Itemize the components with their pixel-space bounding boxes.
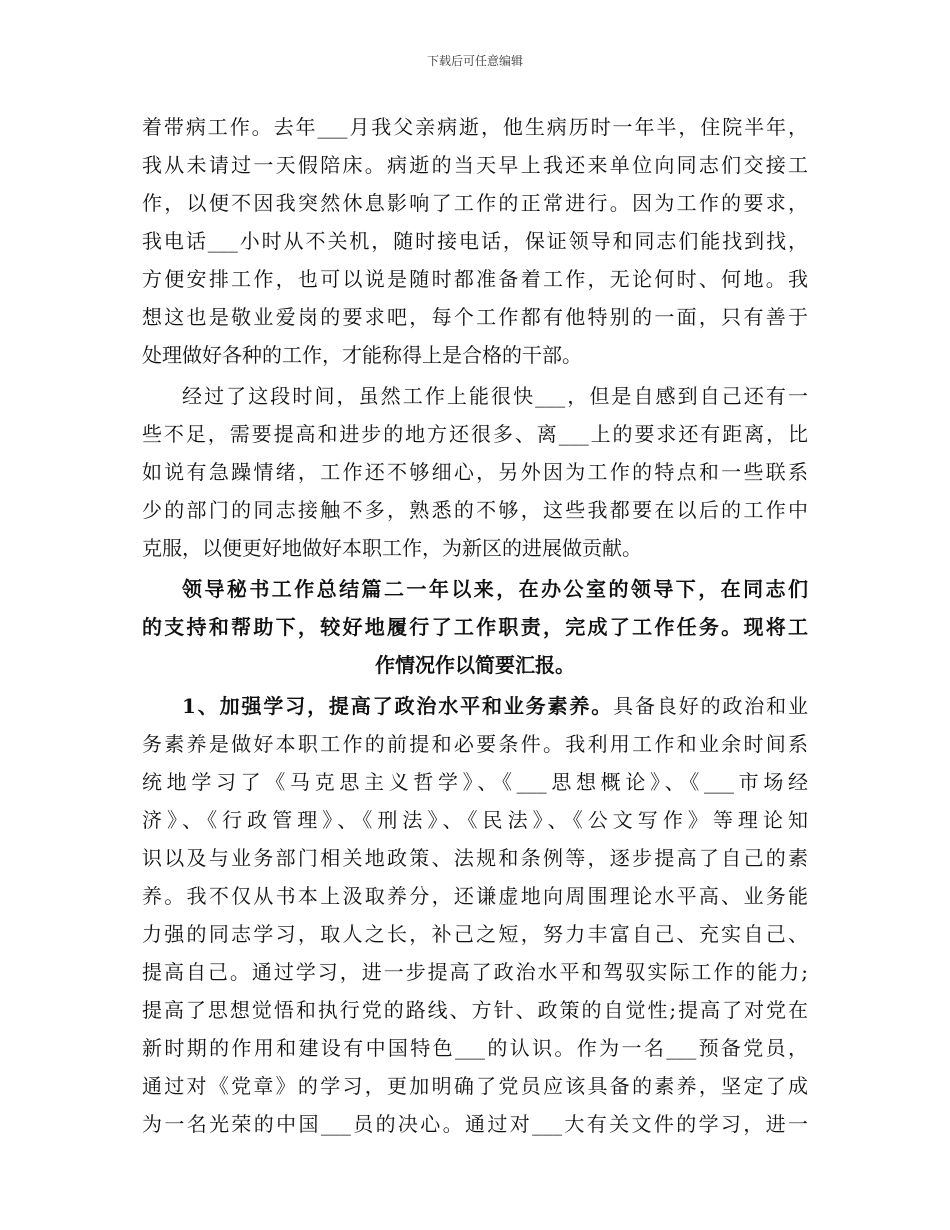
text-line: 为一名光荣的中国___员的决心。通过对___大有关文件的学习，进一 — [142, 1112, 808, 1136]
heading-line: 的支持和帮助下，较好地履行了工作职责，完成了工作任务。现将工 — [142, 615, 808, 639]
text-line: 作，以便不因我突然休息影响了工作的正常进行。因为工作的要求， — [142, 191, 808, 215]
text-line: 识以及与业务部门相关地政策、法规和条例等，逐步提高了自己的素 — [142, 846, 808, 870]
paragraph-1 — [142, 108, 808, 374]
item-heading: 1、加强学习，提高了政治水平和业务素养。 — [182, 694, 614, 718]
text-line: 处理做好各种的工作，才能称得上是合格的干部。 — [142, 343, 582, 367]
text-line: 着带病工作。去年___月我父亲病逝，他生病历时一年半，住院半年， — [142, 115, 808, 139]
document-body — [142, 108, 808, 1143]
text-line: 如说有急躁情绪，工作还不够细心，另外因为工作的特点和一些联系 — [142, 460, 808, 484]
text-line: 些不足，需要提高和进步的地方还很多、离___上的要求还有距离，比 — [142, 422, 808, 446]
text-line: 通过对《党章》的学习，更加明确了党员应该具备的素养，坚定了成 — [142, 1074, 808, 1098]
item-text: 具备良好的政治和业 — [613, 694, 808, 718]
text-line: 务素养是做好本职工作的前提和必要条件。我利用工作和业余时间系 — [142, 732, 808, 756]
heading-line: 领导秘书工作总结篇二一年以来，在办公室的领导下，在同志们 — [182, 577, 808, 601]
text-line: 少的部门的同志接触不多，熟悉的不够，这些我都要在以后的工作中 — [142, 498, 808, 522]
text-line: 经过了这段时间，虽然工作上能很快___，但是自感到自己还有一 — [182, 384, 808, 408]
text-line: 我从未请过一天假陪床。病逝的当天早上我还来单位向同志们交接工 — [142, 153, 808, 177]
text-line: 新时期的作用和建设有中国特色___的认识。作为一名___预备党员， — [142, 1036, 808, 1060]
heading-line: 作情况作以简要汇报。 — [375, 653, 575, 677]
text-line — [142, 687, 808, 725]
text-line: 提高自己。通过学习，进一步提高了政治水平和驾驭实际工作的能力; — [142, 960, 808, 984]
text-line: 方便安排工作，也可以说是随时都准备着工作，无论何时、何地。我 — [142, 267, 808, 291]
text-line: 养。我不仅从书本上汲取养分，还谦虚地向周围理论水平高、业务能 — [142, 884, 808, 908]
text-line: 济》、《行政管理》、《刑法》、《民法》、《公文写作》等理论知 — [142, 808, 808, 832]
text-line: 统地学习了《马克思主义哲学》、《___思想概论》、《___市场经 — [142, 770, 808, 794]
paragraph-3 — [142, 687, 808, 1143]
text-line: 我电话___小时从不关机，随时接电话，保证领导和同志们能找到找， — [142, 229, 808, 253]
text-line: 提高了思想觉悟和执行党的路线、方针、政策的自觉性;提高了对党在 — [142, 998, 808, 1022]
section-heading — [142, 570, 808, 684]
text-line: 想这也是敬业爱岗的要求吧，每个工作都有他特别的一面，只有善于 — [142, 305, 808, 329]
paragraph-2 — [142, 377, 808, 567]
text-line: 克服，以便更好地做好本职工作，为新区的进展做贡献。 — [142, 536, 642, 560]
page-header: 下载后可任意编辑 — [426, 54, 523, 68]
text-line: 力强的同志学习，取人之长，补己之短，努力丰富自己、充实自己、 — [142, 922, 808, 946]
